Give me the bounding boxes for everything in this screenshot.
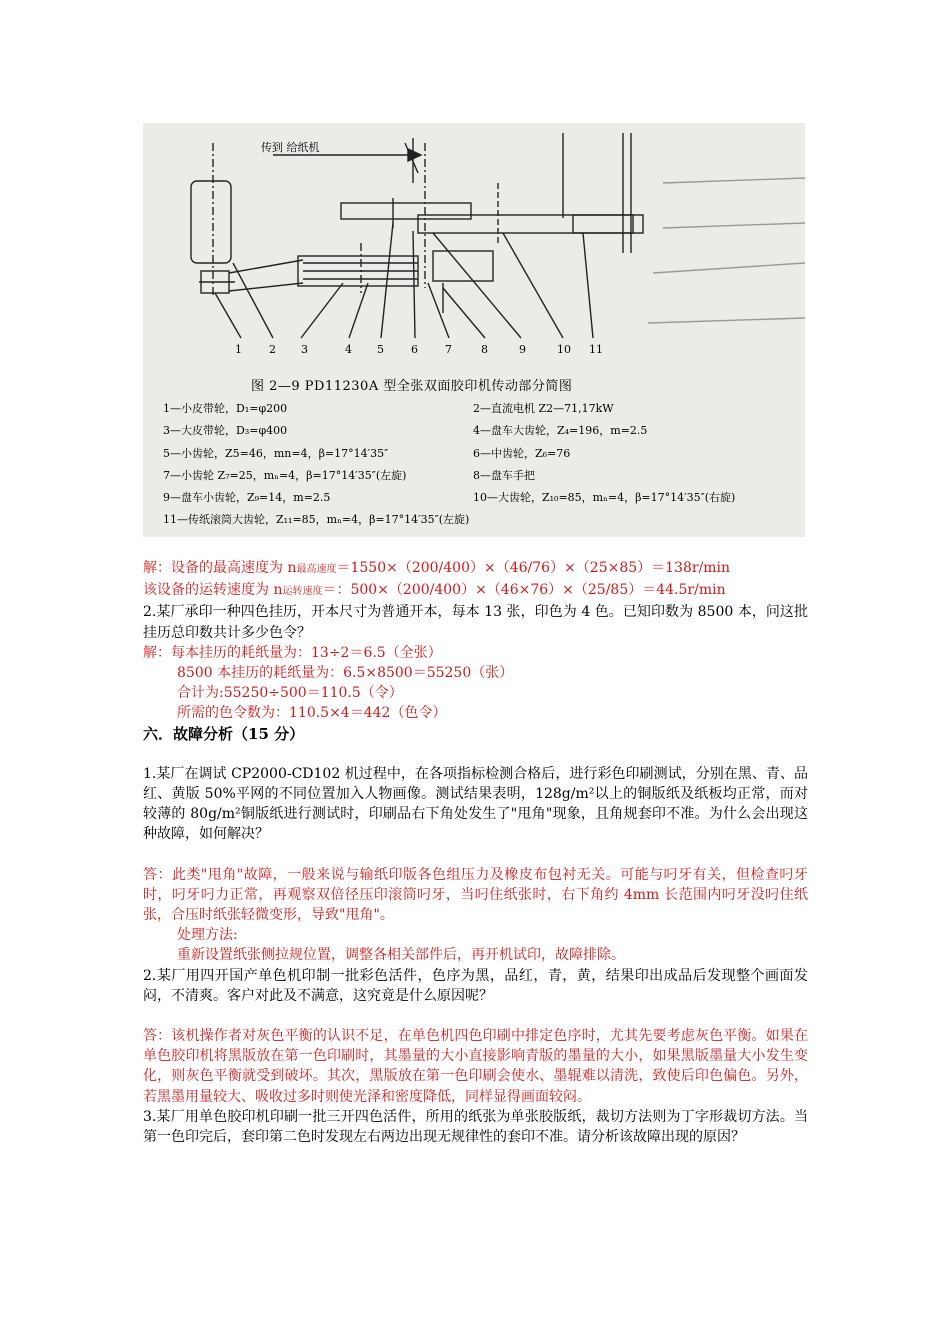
- part-number: 8: [481, 343, 488, 356]
- legend-row: [163, 509, 793, 531]
- legend-item: 6—中齿轮，Z₆=76: [473, 446, 571, 460]
- part-number: 3: [301, 343, 308, 356]
- fault1-question: 1.某厂在调试 CP2000-CD102 机过程中，在各项指标检测合格后，进行彩色印刷测试，分别在黑、青、品红、黄版 50%平网的不同位置加入人物画像。测试结果表明，128g/m²以上的铜版纸及纸板均正常，而对较薄的 80g/m²铜版纸进行测试时，印刷品右下角处发生了"甩角"现象，且角规套印不准。为什么会出现这种故障，如何解决？: [143, 765, 808, 843]
- answer2-line: 所需的色令数为：110.5×4＝442（色令）: [177, 705, 447, 722]
- legend-item: 7—小齿轮 Z₇=25，mₙ=4，β=17°14′35″(左旋): [163, 468, 407, 482]
- question2: 2.某厂承印一种四色挂历，开本尺寸为普通开本，每本 13 张，印色为 4 色。已知印数为 8500 本，问这批挂历总印数共计多少色令？: [143, 604, 808, 641]
- answer1-line1: 解：设备的最高速度为 n最高速度＝1550×（200/400）×（46/76）×（25×85）＝138r/min: [143, 560, 731, 576]
- answer2-line: 8500 本挂历的耗纸量为：6.5×8500＝55250（张）: [177, 665, 514, 682]
- legend-row: [163, 420, 793, 442]
- answer1-line2: 该设备的运转速度为 n运转速度＝：500×（200/400）×（46×76）×（25/85）＝44.5r/min: [143, 582, 726, 599]
- part-number: 4: [345, 343, 352, 356]
- section-title: 六．故障分析（15 分）: [143, 724, 305, 743]
- figure-legend: [163, 398, 793, 532]
- legend-item: 10—大齿轮，Z₁₀=85，mₙ=4，β=17°14′35″(右旋): [473, 491, 736, 505]
- part-number: 6: [411, 343, 418, 356]
- figure-caption: 图 2—9 PD11230A 型全张双面胶印机传动部分简图: [251, 379, 573, 394]
- fault2-question: 2.某厂用四开国产单色机印制一批彩色活件，色序为黑，品红，青，黄，结果印出成品后发现整个画面发闷，不清爽。客户对此及不满意，这究竟是什么原因呢？: [143, 967, 808, 1004]
- part-number: 10: [557, 343, 571, 356]
- part-number: 9: [519, 343, 526, 356]
- legend-row: [163, 487, 793, 509]
- legend-item: 3—大皮带轮，D₃=φ400: [163, 424, 288, 438]
- legend-item: 4—盘车大齿轮，Z₄=196，m=2.5: [473, 424, 648, 438]
- part-number: 2: [269, 343, 276, 356]
- part-number: 7: [445, 343, 452, 356]
- answer2-line: 合计为:55250÷500＝110.5（令）: [177, 685, 403, 702]
- legend-item: 5—小齿轮，Z5=46，mn=4，β=17°14′35″: [163, 446, 389, 460]
- fault1-answer: 答：此类"甩角"故障，一般来说与输纸印版各色组压力及橡皮布包衬无关。可能与叼牙有关，但检查叼牙时，叼牙叼力正常，再观察双倍径压印滚筒叼牙，当叼住纸张时，右下角约 4mm 长范围内叼牙没叼住纸张，合压时纸张轻微变形，导致"甩角"。: [143, 866, 808, 924]
- legend-row: [163, 398, 793, 420]
- legend-row: [163, 465, 793, 487]
- answer2-line: 解：每本挂历的耗纸量为：13÷2＝6.5（全张）: [143, 644, 442, 661]
- legend-item: 1—小皮带轮，D₁=φ200: [163, 402, 288, 415]
- part-number: 11: [589, 343, 603, 356]
- legend-row: [163, 443, 793, 465]
- part-number: 1: [235, 343, 242, 356]
- transfer-to-feeder-label: 传到 给纸机: [261, 141, 320, 154]
- fault3-question: 3.某厂用单色胶印机印刷一批三开四色活件，所用的纸张为单张胶版纸，裁切方法则为丁字形裁切方法。当第一色印完后，套印第二色时发现左右两边出现无规律性的套印不准。请分析该故障出现的原因？: [143, 1108, 808, 1146]
- legend-item: 9—盘车小齿轮，Z₉=14，m=2.5: [163, 491, 331, 505]
- legend-item: 8—盘车手把: [473, 468, 535, 482]
- fault2-answer: 答：该机操作者对灰色平衡的认识不足，在单色机四色印刷中排定色序时，尤其先要考虑灰色平衡。如果在单色胶印机将黑版放在第一色印刷时，其墨量的大小直接影响青版的墨量的大小，如果黑版墨量大小发生变化，则灰色平衡就受到破坏。其次，黑版放在第一色印刷会使水、墨辊难以清洗，致使后印色偏色。另外，若黑墨用量较大、吸收过多时则使光泽和密度降低，同样显得画面较闷。: [143, 1028, 808, 1105]
- legend-item: 11—传纸滚筒大齿轮，Z₁₁=85，mₙ=4，β=17°14′35″(左旋): [163, 513, 470, 527]
- transmission-diagram-figure: [143, 123, 805, 537]
- motor-shape: [191, 181, 231, 263]
- part-number: 5: [377, 343, 384, 356]
- fault1-method-label: 处理方法:: [177, 927, 238, 944]
- document-body: [143, 558, 808, 1147]
- fault1-method: 重新设置纸张侧拉规位置，调整各相关部件后，再开机试印，故障排除。: [177, 947, 625, 964]
- legend-item: 2—直流电机 Z2—71,17kW: [473, 402, 614, 415]
